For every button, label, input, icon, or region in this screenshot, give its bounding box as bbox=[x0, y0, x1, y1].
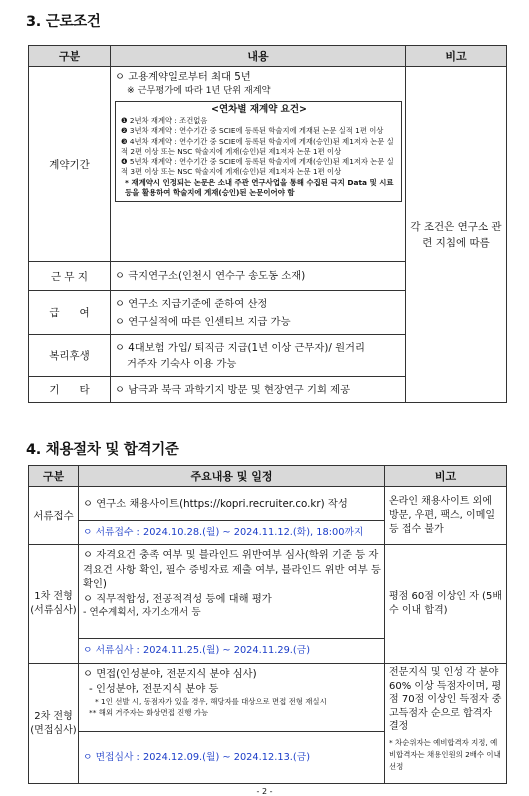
round1-content-1: ㅇ 자격요건 충족 여부 및 블라인드 위반여부 심사(학위 기준 등 자격요건 사항 확인, 필수 증빙자료 제출 여부, 블라인드 위반 여부 등 확인) bbox=[83, 549, 381, 590]
round2-sublabel: (면접심사) bbox=[30, 724, 77, 736]
round2-content-2: - 인성분야, 전문지식 분야 등 bbox=[89, 683, 219, 695]
row-label-etc: 기 타 bbox=[29, 377, 111, 403]
header-remark: 비고 bbox=[385, 466, 507, 487]
table-row bbox=[29, 67, 507, 262]
contract-cell bbox=[111, 67, 406, 262]
table-row bbox=[29, 487, 507, 521]
round1-label: 1차 전형 bbox=[34, 591, 73, 602]
round2-remark: 전문지식 및 인성 각 분야 60% 이상 득점자이며, 평점 70점 이상인 득점자 중 고득점자 순으로 합격자 결정 bbox=[389, 667, 502, 733]
remark-cell: 각 조건은 연구소 관련 지침에 따름 bbox=[406, 67, 507, 403]
round1-sublabel: (서류심사) bbox=[30, 605, 77, 616]
header-content-schedule: 주요내용 및 일정 bbox=[79, 466, 385, 487]
round1-remark: 평점 60점 이상인 자 (5배수 이내 합격) bbox=[385, 545, 507, 664]
salary-text-1: ㅇ 연구소 지급기준에 준하여 산정 bbox=[115, 297, 268, 310]
recruitment-process-table bbox=[28, 465, 507, 784]
round2-note-1: * 1인 선발 시, 동점자가 있을 경우, 해당자를 대상으로 면접 전형 재실시 bbox=[95, 697, 327, 706]
row-label-workplace: 근 무 지 bbox=[29, 262, 111, 291]
section-title-working-conditions: 3. 근로조건 bbox=[26, 14, 101, 30]
renewal-requirements-title: <연차별 재계약 요건> bbox=[211, 104, 307, 115]
list-item: ❸ 4년차 재계약 : 연수기간 중 SCIE에 등록된 학술지에 게재(승인)된 제1저자 논문 실적 2편 이상 또는 NSC 학술지에 게재(승인)된 제1저자 논문 1편 이상 bbox=[121, 136, 394, 156]
row-label-round2 bbox=[29, 664, 79, 784]
round2-remark-cell bbox=[385, 664, 507, 784]
round2-content-1: ㅇ 면접(인성분야, 전문지식 분야 심사) bbox=[83, 668, 257, 680]
docs-schedule: ㅇ 서류접수 : 2024.10.28.(월) ~ 2024.11.12.(화), 18:00까지 bbox=[79, 521, 385, 545]
round1-content-3: - 연수계획서, 자기소개서 등 bbox=[83, 607, 201, 618]
round2-note-2: ** 해외 거주자는 화상면접 진행 가능 bbox=[89, 707, 209, 717]
renewal-requirements-box bbox=[115, 101, 402, 202]
salary-text-2: ㅇ 연구실적에 따른 인센티브 지급 가능 bbox=[115, 315, 291, 328]
list-item: ❶ 2년차 재계약 : 조건없음 bbox=[121, 116, 208, 125]
row-label-docs: 서류접수 bbox=[29, 487, 79, 545]
row-label-round1 bbox=[29, 545, 79, 664]
header-category: 구분 bbox=[29, 466, 79, 487]
round1-cell bbox=[79, 545, 385, 639]
welfare-text-1: ㅇ 4대보험 가입/ 퇴직금 지급(1년 이상 근무자)/ 원거리 bbox=[115, 341, 365, 354]
row-label-salary: 급 여 bbox=[29, 291, 111, 335]
docs-content: ㅇ 연구소 채용사이트(https://kopri.recruiter.co.kr) 작성 bbox=[79, 487, 385, 521]
etc-text: ㅇ 남극과 북극 과학기지 방문 및 현장연구 기회 제공 bbox=[111, 377, 406, 403]
section-title-recruitment-process: 4. 채용절차 및 합격기준 bbox=[26, 442, 179, 458]
contract-renewal-note: ※ 근무평가에 따라 1년 단위 재계약 bbox=[127, 85, 271, 96]
round2-cell bbox=[79, 664, 385, 732]
table-row bbox=[29, 664, 507, 732]
docs-remark: 온라인 채용사이트 외에 방문, 우편, 팩스, 이메일 등 접수 불가 bbox=[385, 487, 507, 545]
row-label-contract: 계약기간 bbox=[29, 67, 111, 262]
welfare-cell bbox=[111, 335, 406, 377]
header-category: 구분 bbox=[29, 46, 111, 67]
page-number: - 2 - bbox=[256, 787, 273, 796]
round1-content-2: ㅇ 직무적합성, 전공적격성 등에 대해 평가 bbox=[83, 592, 272, 605]
contract-period-text: ㅇ 고용계약일로부터 최대 5년 bbox=[115, 71, 251, 83]
list-item: ❷ 3년차 재계약 : 연수기간 중 SCIE에 등록된 학술지에 게재된 논문 실적 1편 이상 bbox=[121, 126, 384, 136]
welfare-text-2: 거주자 기숙사 이용 가능 bbox=[127, 357, 237, 370]
workplace-text: ㅇ 극지연구소(인천시 연수구 송도동 소재) bbox=[111, 262, 406, 291]
renewal-paper-note: * 재계약시 인정되는 논문은 소내 주관 연구사업을 통해 수집된 극지 Data 및 시료 등을 활용하여 학술지에 게재(승인)된 논문이어야 함 bbox=[125, 177, 394, 198]
row-label-welfare: 복리후생 bbox=[29, 335, 111, 377]
list-item: ❹ 5년차 재계약 : 연수기간 중 SCIE에 등록된 학술지에 게재(승인)된 제1저자 논문 실적 3편 이상 또는 NSC 학술지에 게재(승인)된 제1저자 논문 1편 이상 bbox=[121, 157, 394, 177]
table-row bbox=[29, 545, 507, 639]
round1-schedule: ㅇ 서류심사 : 2024.11.25.(월) ~ 2024.11.29.(금) bbox=[79, 639, 385, 664]
round2-remark-note: * 차순위자는 예비합격자 지정, 예비합격자는 채용인원의 2배수 이내 선정 bbox=[389, 737, 501, 771]
round2-label: 2차 전형 bbox=[34, 710, 73, 722]
header-content: 내용 bbox=[111, 46, 406, 67]
header-remark: 비고 bbox=[406, 46, 507, 67]
round2-schedule: ㅇ 면접심사 : 2024.12.09.(월) ~ 2024.12.13.(금) bbox=[79, 732, 385, 784]
salary-cell bbox=[111, 291, 406, 335]
working-conditions-table bbox=[28, 45, 507, 403]
